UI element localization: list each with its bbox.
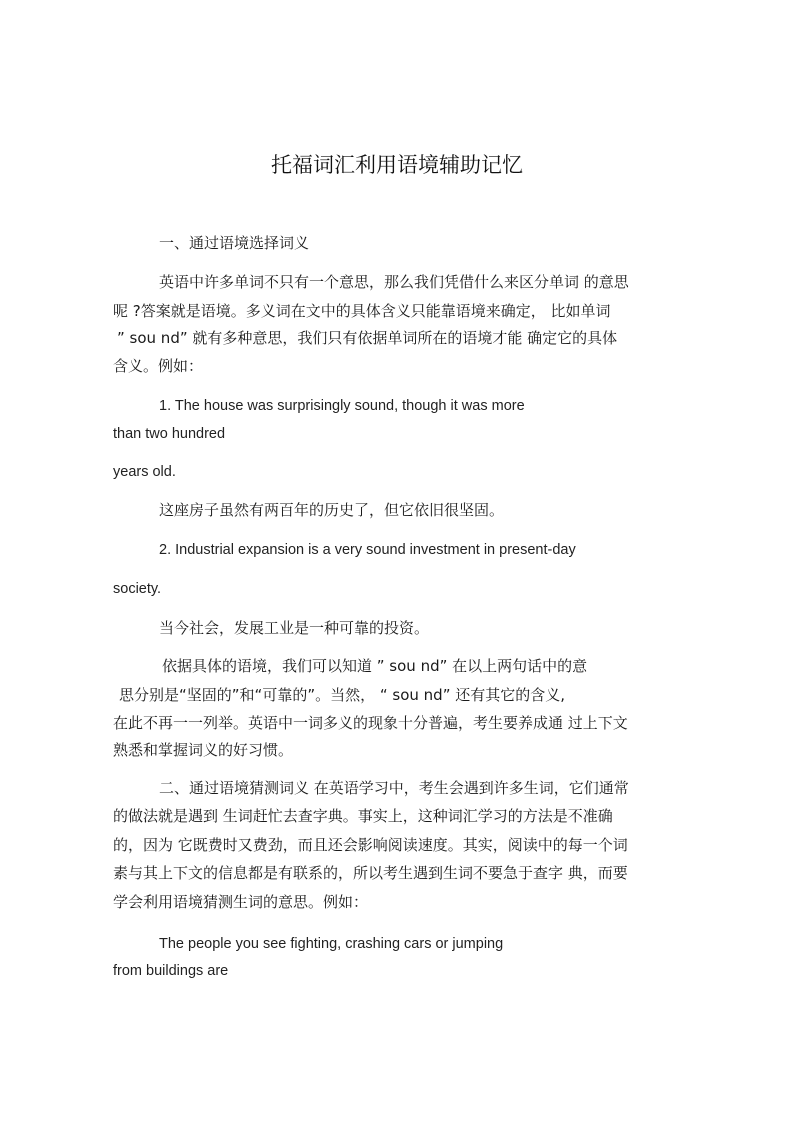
section1-para-line: 含义。例如： (113, 357, 204, 375)
conclusion-line: 依据具体的语境，我们可以知道 ” sou nd” 在以上两句话中的意 (162, 657, 588, 675)
section1-para-line: ” sou nd” 就有多种意思，我们只有依据单词所在的语境才能 确定它的具体 (117, 329, 618, 347)
section1-heading: 一、通过语境选择词义 (159, 234, 310, 252)
example2-translation: 当今社会，发展工业是一种可靠的投资。 (159, 619, 430, 637)
section2-example-line: The people you see fighting, crashing cars or jumping (159, 936, 504, 952)
example2-line: society. (113, 581, 162, 597)
section2-para-line: 二、通过语境猜测词义 在英语学习中，考生会遇到许多生词，它们通常 (159, 779, 629, 797)
conclusion-line: 在此不再一一列举。英语中一词多义的现象十分普遍，考生要养成通 过上下文 (113, 714, 628, 732)
conclusion-line: 思分别是“坚固的”和“可靠的”。当然， “ sou nd” 还有其它的含义, (119, 686, 565, 704)
section2-para-line: 素与其上下文的信息都是有联系的，所以考生遇到生词不要急于查字 典，而要 (113, 864, 628, 882)
example1-line: 1. The house was surprisingly sound, though it was more (159, 398, 525, 414)
section2-para-line: 的做法就是遇到 生词赶忙去查字典。事实上，这种词汇学习的方法是不准确 (113, 807, 613, 825)
section2-para-line: 学会利用语境猜测生词的意思。例如： (113, 893, 369, 911)
section1-para-line: 呢 ?答案就是语境。多义词在文中的具体含义只能靠语境来确定， 比如单词 (113, 302, 611, 320)
example1-line: years old. (113, 464, 176, 480)
document-title: 托福词汇利用语境辅助记忆 (271, 153, 523, 177)
example2-line: 2. Industrial expansion is a very sound investment in present-day (159, 542, 576, 558)
example1-translation: 这座房子虽然有两百年的历史了，但它依旧很坚固。 (159, 501, 505, 519)
section2-example-line: from buildings are (113, 963, 229, 979)
conclusion-line: 熟悉和掌握词义的好习惯。 (113, 741, 294, 759)
section1-para-line: 英语中许多单词不只有一个意思，那么我们凭借什么来区分单词 的意思 (159, 273, 629, 291)
example1-line: than two hundred (113, 426, 226, 442)
section2-para-line: 的，因为 它既费时又费劲，而且还会影响阅读速度。其实，阅读中的每一个词 (113, 836, 628, 854)
